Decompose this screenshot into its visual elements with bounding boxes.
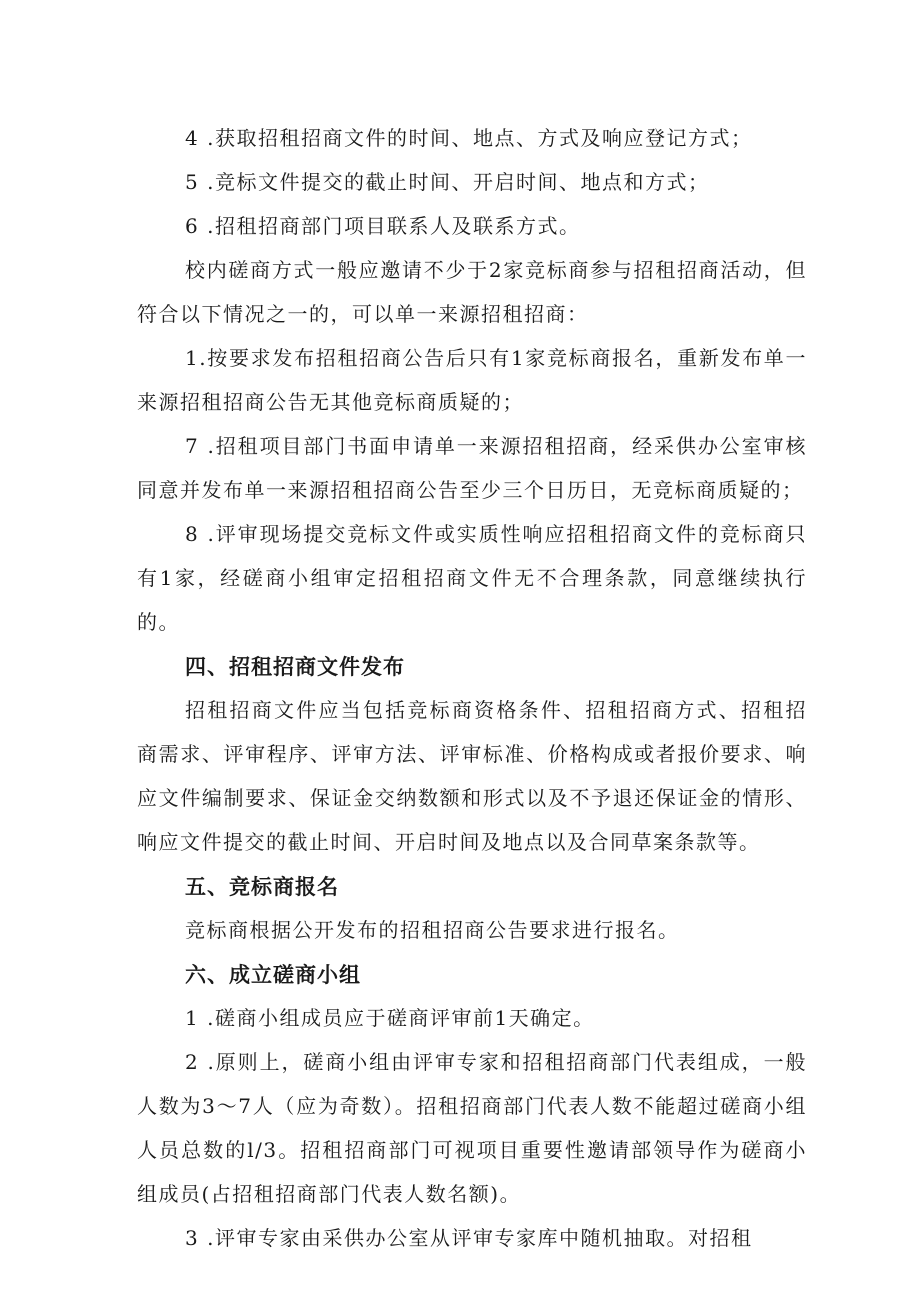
- paragraph-consultation-method: 校内磋商方式一般应邀请不少于2家竞标商参与招租招商活动，但符合以下情况之一的，可以单一来源招租招商：: [137, 258, 807, 326]
- document-body: [137, 116, 807, 1260]
- section-heading-bidder-registration: 五、竞标商报名: [185, 875, 339, 899]
- paragraph-item-6-contact: 6 .招租招商部门项目联系人及联系方式。: [185, 214, 581, 238]
- paragraph-single-source-case-8: 8 .评审现场提交竞标文件或实质性响应招租招商文件的竞标商只有1家，经磋商小组审定招租招商文件无不合理条款，同意继续执行的。: [137, 522, 807, 634]
- section-heading-document-release: 四、招租招商文件发布: [185, 655, 405, 679]
- paragraph-panel-rule-3: 3 .评审专家由采供办公室从评审专家库中随机抽取。对招租: [185, 1226, 753, 1250]
- paragraph-panel-rule-1: 1 .磋商小组成员应于磋商评审前1天确定。: [185, 1006, 595, 1030]
- paragraph-single-source-case-1: 1.按要求发布招租招商公告后只有1家竞标商报名，重新发布单一来源招租招商公告无其他竞标商质疑的；: [137, 346, 807, 414]
- paragraph-panel-rule-2: 2 .原则上，磋商小组由评审专家和招租招商部门代表组成，一般人数为3～7人（应为奇数）。招租招商部门代表人数不能超过磋商小组人员总数的l/3。招租招商部门可视项目重要性邀请部领导作为磋商小组成员(占招租招商部门代表人数名额)。: [137, 1050, 807, 1206]
- paragraph-single-source-case-7: 7 .招租项目部门书面申请单一来源招租招商，经采供办公室审核同意并发布单一来源招租招商公告至少三个日历日，无竞标商质疑的；: [137, 434, 807, 502]
- paragraph-item-5-submission-deadline: 5 .竞标文件提交的截止时间、开启时间、地点和方式；: [185, 170, 710, 194]
- paragraph-item-4-registration: 4 .获取招租招商文件的时间、地点、方式及响应登记方式；: [185, 126, 753, 150]
- section-heading-consultation-panel: 六、成立磋商小组: [185, 963, 361, 987]
- paragraph-document-contents: 招租招商文件应当包括竞标商资格条件、招租招商方式、招租招商需求、评审程序、评审方法、评审标准、价格构成或者报价要求、响应文件编制要求、保证金交纳数额和形式以及不予退还保证金的情形、响应文件提交的截止时间、开启时间及地点以及合同草案条款等。: [137, 698, 807, 854]
- paragraph-registration-rule: 竞标商根据公开发布的招租招商公告要求进行报名。: [185, 918, 680, 942]
